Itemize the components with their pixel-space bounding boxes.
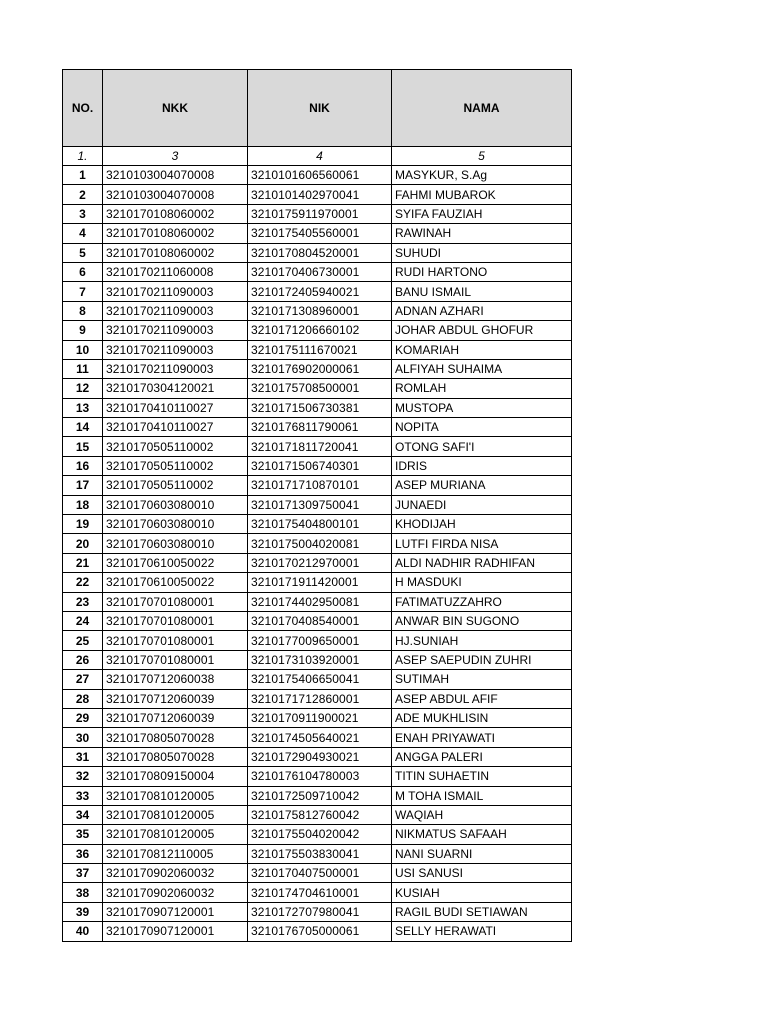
table-row — [63, 243, 572, 262]
nik-cell: 3210170407500001 — [248, 864, 392, 883]
table-row — [63, 650, 572, 669]
table-row — [63, 747, 572, 766]
table-row — [63, 340, 572, 359]
nama-cell: RAGIL BUDI SETIAWAN — [392, 902, 572, 921]
nik-cell: 3210171811720041 — [248, 437, 392, 456]
table-row — [63, 883, 572, 902]
nik-cell: 3210176811790061 — [248, 418, 392, 437]
table-row — [63, 476, 572, 495]
nik-cell: 3210175004020081 — [248, 534, 392, 553]
row-number: 35 — [63, 825, 103, 844]
index-cell: 3 — [103, 147, 248, 166]
nama-cell: HJ.SUNIAH — [392, 631, 572, 650]
row-number: 19 — [63, 515, 103, 534]
row-number: 31 — [63, 747, 103, 766]
row-number: 4 — [63, 224, 103, 243]
nik-cell: 3210177009650001 — [248, 631, 392, 650]
nik-cell: 3210171710870101 — [248, 476, 392, 495]
nama-cell: FATIMATUZZAHRO — [392, 592, 572, 611]
nkk-cell: 3210170108060002 — [103, 224, 248, 243]
nama-cell: SYIFA FAUZIAH — [392, 204, 572, 223]
row-number: 5 — [63, 243, 103, 262]
table-row — [63, 204, 572, 223]
row-number: 13 — [63, 398, 103, 417]
table-row — [63, 922, 572, 941]
nama-cell: ROMLAH — [392, 379, 572, 398]
row-number: 11 — [63, 359, 103, 378]
nkk-cell: 3210170610050022 — [103, 553, 248, 572]
nama-cell: ALFIYAH SUHAIMA — [392, 359, 572, 378]
table-row — [63, 515, 572, 534]
table-row — [63, 767, 572, 786]
nama-cell: M TOHA ISMAIL — [392, 786, 572, 805]
table-row — [63, 670, 572, 689]
nkk-cell: 3210170907120001 — [103, 902, 248, 921]
nkk-cell: 3210170810120005 — [103, 825, 248, 844]
nik-cell: 3210101606560061 — [248, 166, 392, 185]
table-row — [63, 592, 572, 611]
nik-cell: 3210175406650041 — [248, 670, 392, 689]
table-row — [63, 786, 572, 805]
table-row — [63, 418, 572, 437]
nkk-cell: 3210103004070008 — [103, 185, 248, 204]
nkk-cell: 3210170211090003 — [103, 340, 248, 359]
index-cell: 1. — [63, 147, 103, 166]
row-number: 29 — [63, 708, 103, 727]
nik-cell: 3210176705000061 — [248, 922, 392, 941]
nama-cell: H MASDUKI — [392, 573, 572, 592]
nkk-cell: 3210170211090003 — [103, 301, 248, 320]
nkk-cell: 3210170810120005 — [103, 786, 248, 805]
nkk-cell: 3210170304120021 — [103, 379, 248, 398]
table-row — [63, 495, 572, 514]
nkk-cell: 3210170701080001 — [103, 611, 248, 630]
row-number: 27 — [63, 670, 103, 689]
table-row — [63, 185, 572, 204]
nik-cell: 3210176104780003 — [248, 767, 392, 786]
nkk-cell: 3210170712060038 — [103, 670, 248, 689]
nkk-cell: 3210170610050022 — [103, 573, 248, 592]
nik-cell: 3210175111670021 — [248, 340, 392, 359]
row-number: 8 — [63, 301, 103, 320]
row-number: 16 — [63, 456, 103, 475]
nkk-cell: 3210103004070008 — [103, 166, 248, 185]
row-number: 10 — [63, 340, 103, 359]
row-number: 37 — [63, 864, 103, 883]
table-row — [63, 379, 572, 398]
nama-cell: ENAH PRIYAWATI — [392, 728, 572, 747]
row-number: 40 — [63, 922, 103, 941]
nama-cell: OTONG SAFI'I — [392, 437, 572, 456]
row-number: 18 — [63, 495, 103, 514]
nkk-cell: 3210170701080001 — [103, 631, 248, 650]
nik-cell: 3210170911900021 — [248, 708, 392, 727]
nik-cell: 3210172405940021 — [248, 282, 392, 301]
table-row — [63, 224, 572, 243]
index-cell: 5 — [392, 147, 572, 166]
row-number: 2 — [63, 185, 103, 204]
nkk-cell: 3210170603080010 — [103, 495, 248, 514]
nik-cell: 3210172509710042 — [248, 786, 392, 805]
header-nama: NAMA — [392, 70, 572, 147]
table-row — [63, 398, 572, 417]
table-row — [63, 902, 572, 921]
nkk-cell: 3210170505110002 — [103, 437, 248, 456]
nama-cell: USI SANUSI — [392, 864, 572, 883]
nkk-cell: 3210170805070028 — [103, 747, 248, 766]
table-row — [63, 689, 572, 708]
table-row — [63, 573, 572, 592]
table-row — [63, 553, 572, 572]
row-number: 23 — [63, 592, 103, 611]
nkk-cell: 3210170108060002 — [103, 243, 248, 262]
nkk-cell: 3210170701080001 — [103, 650, 248, 669]
table-row — [63, 262, 572, 281]
nama-cell: SUTIMAH — [392, 670, 572, 689]
nama-cell: KUSIAH — [392, 883, 572, 902]
row-number: 21 — [63, 553, 103, 572]
row-number: 28 — [63, 689, 103, 708]
nama-cell: IDRIS — [392, 456, 572, 475]
row-number: 34 — [63, 805, 103, 824]
nkk-cell: 3210170907120001 — [103, 922, 248, 941]
row-number: 20 — [63, 534, 103, 553]
row-number: 25 — [63, 631, 103, 650]
table-row — [63, 844, 572, 863]
nkk-cell: 3210170603080010 — [103, 534, 248, 553]
row-number: 15 — [63, 437, 103, 456]
row-number: 22 — [63, 573, 103, 592]
nik-cell: 3210171206660102 — [248, 321, 392, 340]
nama-cell: KHODIJAH — [392, 515, 572, 534]
nik-cell: 3210175503830041 — [248, 844, 392, 863]
row-number: 9 — [63, 321, 103, 340]
nama-cell: NANI SUARNI — [392, 844, 572, 863]
nik-cell: 3210171309750041 — [248, 495, 392, 514]
nama-cell: ASEP SAEPUDIN ZUHRI — [392, 650, 572, 669]
row-number: 26 — [63, 650, 103, 669]
nama-cell: SUHUDI — [392, 243, 572, 262]
row-number: 32 — [63, 767, 103, 786]
nama-cell: RAWINAH — [392, 224, 572, 243]
nkk-cell: 3210170211060008 — [103, 262, 248, 281]
nama-cell: NIKMATUS SAFAAH — [392, 825, 572, 844]
index-cell: 4 — [248, 147, 392, 166]
table-row — [63, 825, 572, 844]
nama-cell: ADNAN AZHARI — [392, 301, 572, 320]
table-row — [63, 805, 572, 824]
nkk-cell: 3210170812110005 — [103, 844, 248, 863]
nama-cell: ASEP MURIANA — [392, 476, 572, 495]
table-row — [63, 301, 572, 320]
nik-cell: 3210171506730381 — [248, 398, 392, 417]
row-number: 17 — [63, 476, 103, 495]
table-row — [63, 321, 572, 340]
nkk-cell: 3210170902060032 — [103, 883, 248, 902]
row-number: 38 — [63, 883, 103, 902]
nama-cell: NOPITA — [392, 418, 572, 437]
nkk-cell: 3210170805070028 — [103, 728, 248, 747]
nama-cell: MUSTOPA — [392, 398, 572, 417]
nkk-cell: 3210170505110002 — [103, 456, 248, 475]
nama-cell: ANWAR BIN SUGONO — [392, 611, 572, 630]
nama-cell: KOMARIAH — [392, 340, 572, 359]
nik-cell: 3210175708500001 — [248, 379, 392, 398]
nkk-cell: 3210170712060039 — [103, 689, 248, 708]
table-row — [63, 456, 572, 475]
nkk-cell: 3210170810120005 — [103, 805, 248, 824]
nkk-cell: 3210170712060039 — [103, 708, 248, 727]
nik-cell: 3210170804520001 — [248, 243, 392, 262]
nik-cell: 3210171712860001 — [248, 689, 392, 708]
nama-cell: RUDI HARTONO — [392, 262, 572, 281]
row-number: 12 — [63, 379, 103, 398]
nik-cell: 3210174704610001 — [248, 883, 392, 902]
nik-cell: 3210175911970001 — [248, 204, 392, 223]
table-row — [63, 282, 572, 301]
nik-cell: 3210170406730001 — [248, 262, 392, 281]
row-number: 39 — [63, 902, 103, 921]
nkk-cell: 3210170701080001 — [103, 592, 248, 611]
column-index-row — [63, 147, 572, 166]
nkk-cell: 3210170505110002 — [103, 476, 248, 495]
row-number: 36 — [63, 844, 103, 863]
nama-cell: ADE MUKHLISIN — [392, 708, 572, 727]
row-number: 7 — [63, 282, 103, 301]
nkk-cell: 3210170108060002 — [103, 204, 248, 223]
header-no: NO. — [63, 70, 103, 147]
nama-cell: JOHAR ABDUL GHOFUR — [392, 321, 572, 340]
nik-cell: 3210175404800101 — [248, 515, 392, 534]
header-nkk: NKK — [103, 70, 248, 147]
row-number: 3 — [63, 204, 103, 223]
nama-cell: JUNAEDI — [392, 495, 572, 514]
nkk-cell: 3210170603080010 — [103, 515, 248, 534]
nama-cell: WAQIAH — [392, 805, 572, 824]
nik-cell: 3210173103920001 — [248, 650, 392, 669]
nkk-cell: 3210170211090003 — [103, 282, 248, 301]
row-number: 6 — [63, 262, 103, 281]
voter-table — [62, 69, 572, 942]
nkk-cell: 3210170211090003 — [103, 359, 248, 378]
nik-cell: 3210171911420001 — [248, 573, 392, 592]
nik-cell: 3210172707980041 — [248, 902, 392, 921]
table-row — [63, 728, 572, 747]
nkk-cell: 3210170211090003 — [103, 321, 248, 340]
table-row — [63, 166, 572, 185]
row-number: 33 — [63, 786, 103, 805]
nik-cell: 3210171506740301 — [248, 456, 392, 475]
nama-cell: SELLY HERAWATI — [392, 922, 572, 941]
row-number: 24 — [63, 611, 103, 630]
table-row — [63, 864, 572, 883]
nik-cell: 3210174505640021 — [248, 728, 392, 747]
nama-cell: MASYKUR, S.Ag — [392, 166, 572, 185]
nama-cell: FAHMI MUBAROK — [392, 185, 572, 204]
nkk-cell: 3210170902060032 — [103, 864, 248, 883]
nkk-cell: 3210170809150004 — [103, 767, 248, 786]
header-row — [63, 70, 572, 147]
nik-cell: 3210170408540001 — [248, 611, 392, 630]
nama-cell: ALDI NADHIR RADHIFAN — [392, 553, 572, 572]
row-number: 30 — [63, 728, 103, 747]
nik-cell: 3210176902000061 — [248, 359, 392, 378]
nik-cell: 3210175405560001 — [248, 224, 392, 243]
nik-cell: 3210170212970001 — [248, 553, 392, 572]
nik-cell: 3210171308960001 — [248, 301, 392, 320]
nkk-cell: 3210170410110027 — [103, 398, 248, 417]
nama-cell: TITIN SUHAETIN — [392, 767, 572, 786]
nama-cell: BANU ISMAIL — [392, 282, 572, 301]
row-number: 14 — [63, 418, 103, 437]
nik-cell: 3210172904930021 — [248, 747, 392, 766]
nik-cell: 3210101402970041 — [248, 185, 392, 204]
table-row — [63, 534, 572, 553]
table-row — [63, 611, 572, 630]
nik-cell: 3210175504020042 — [248, 825, 392, 844]
header-nik: NIK — [248, 70, 392, 147]
nik-cell: 3210174402950081 — [248, 592, 392, 611]
table-row — [63, 631, 572, 650]
table-row — [63, 708, 572, 727]
nkk-cell: 3210170410110027 — [103, 418, 248, 437]
nama-cell: LUTFI FIRDA NISA — [392, 534, 572, 553]
table-row — [63, 359, 572, 378]
table-row — [63, 437, 572, 456]
nik-cell: 3210175812760042 — [248, 805, 392, 824]
row-number: 1 — [63, 166, 103, 185]
nama-cell: ASEP ABDUL AFIF — [392, 689, 572, 708]
nama-cell: ANGGA PALERI — [392, 747, 572, 766]
